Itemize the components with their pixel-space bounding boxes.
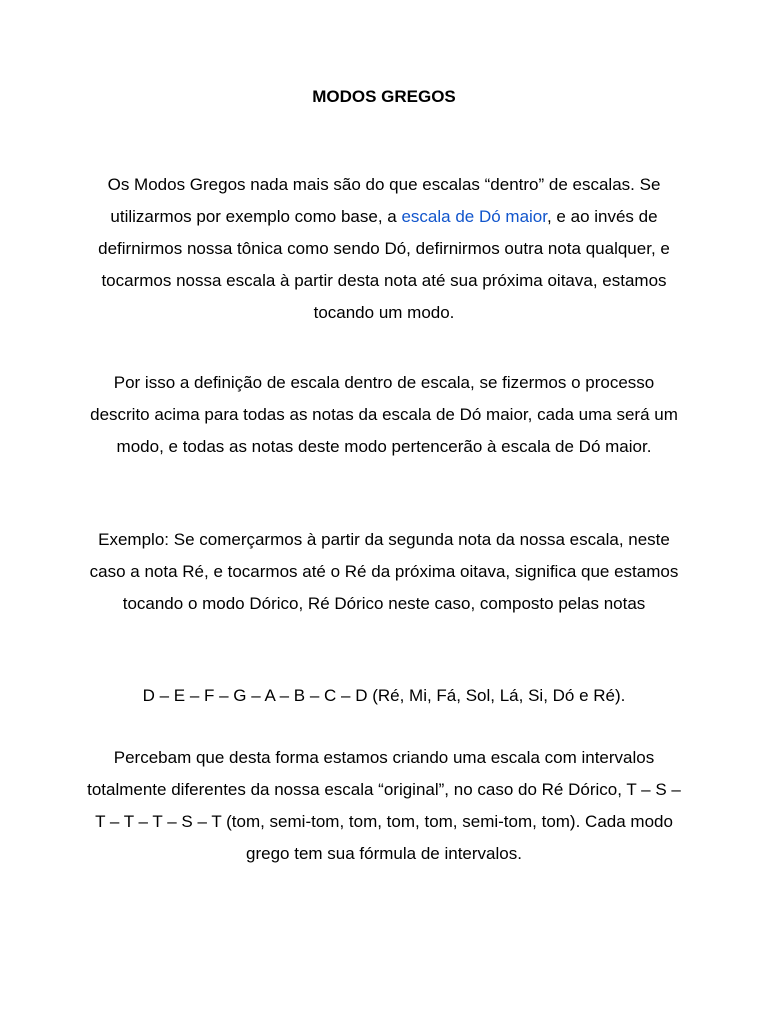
escala-do-maior-link[interactable]: escala de Dó maior xyxy=(401,207,547,226)
notes-sequence: D – E – F – G – A – B – C – D (Ré, Mi, Fá, Sol, Lá, Si, Dó e Ré). xyxy=(142,686,626,705)
page-title: MODOS GREGOS xyxy=(312,87,456,106)
intro-text-after-link: , e ao invés de defirnirmos nossa tônica como sendo Dó, defirnirmos outra nota qualquer, e tocarmos nossa escala à partir desta nota até sua próxima oitava, estamos tocando um modo. xyxy=(98,207,670,322)
intro-text-before-link: Os Modos Gregos nada mais são do que escalas “dentro” de escalas. Se utilizarmos por exemplo como base, a xyxy=(107,175,661,226)
definition-paragraph: Por isso a definição de escala dentro de escala, se fizermos o processo descrito acima para todas as notas da escala de Dó maior, cada uma será um modo, e todas as notas deste modo pertencerão à escala de Dó maior. xyxy=(90,373,678,456)
intervals-paragraph: Percebam que desta forma estamos criando uma escala com intervalos totalmente diferentes da nossa escala “original”, no caso do Ré Dórico, T – S – T – T – T – S – T (tom, semi-tom, tom, tom, tom, semi-tom, tom). Cada modo grego tem sua fórmula de intervalos. xyxy=(87,748,681,863)
intro-paragraph xyxy=(84,169,684,329)
example-paragraph: Exemplo: Se comerçarmos à partir da segunda nota da nossa escala, neste caso a nota Ré, e tocarmos até o Ré da próxima oitava, significa que estamos tocando o modo Dórico, Ré Dórico neste caso, composto pelas notas xyxy=(89,530,679,613)
